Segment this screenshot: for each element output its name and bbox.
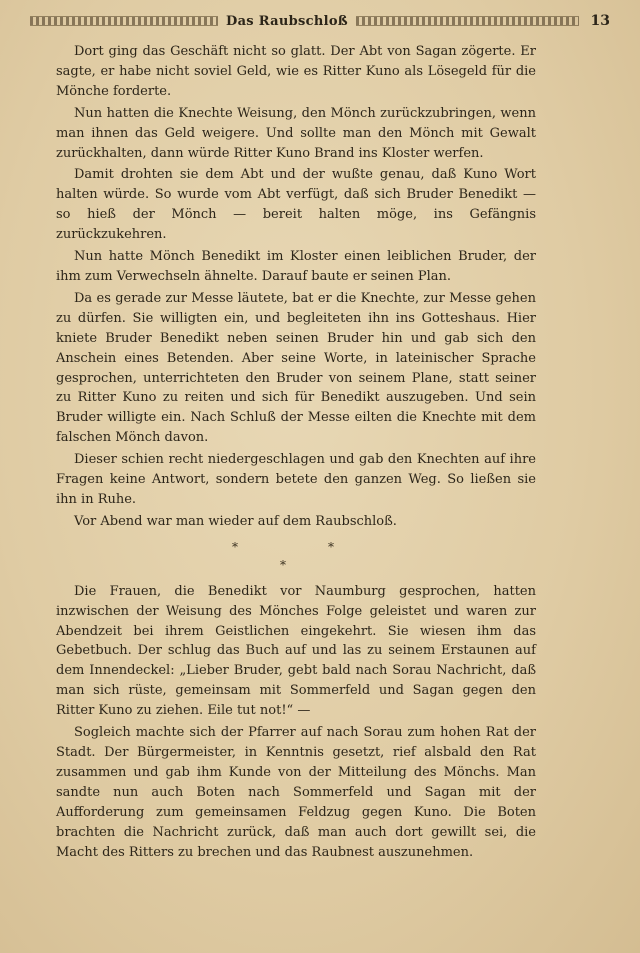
- paragraph: Nun hatten die Knechte Weisung, den Mönch zurückzubringen, wenn man ihnen das Geld weigere. Und sollte man den Mönch mit Gewalt zurückhalten, dann würde Ritter Kuno Brand ins Kloster werfen.: [56, 105, 536, 161]
- header-ornament-left: [30, 16, 218, 26]
- paragraph: Damit drohten sie dem Abt und der wußte genau, daß Kuno Wort halten würde. So wurde vom Abt verfügt, daß sich Bruder Benedikt — so hieß der Mönch — bereit halten möge, ins Gefängnis zurückzukehren.: [56, 167, 536, 243]
- paragraph: Sogleich machte sich der Pfarrer auf nach Sorau zum hohen Rat der Stadt. Der Bürgermeister, in Kenntnis gesetzt, rief alsbald den Rat zusammen und gab ihm Kunde von der Mitteilung des Mönchs. Man sandte nun auch Boten nach Sommerfeld und Sagan mit der Aufforderung zum gemeinsamen Feldzug gegen Kuno. Die Boten brachten die Nachricht zurück, daß man auch dort gewillt sei, die Macht des Ritters zu brechen und das Raubnest auszunehmen.: [56, 725, 536, 860]
- paragraph: Die Frauen, die Benedikt vor Naumburg gesprochen, hatten inzwischen der Weisung des Mönches Folge geleistet und waren zur Abendzeit bei ihrem Geistlichen eingekehrt. Sie wiesen ihm das Gebetbuch. Der schlug das Buch auf und las zu seinem Erstaunen auf dem Innendeckel: „Lieber Bruder, gebt bald nach Sorau Nachricht, daß man sich rüste, gemeinsam mit Sommerfeld und Sagan gegen den Ritter Kuno zu ziehen. Eile tut not!“ —: [56, 583, 536, 719]
- asterisk-icon: *: [232, 539, 238, 554]
- section-divider: [56, 536, 536, 576]
- paragraph: Dieser schien recht niedergeschlagen und gab den Knechten auf ihre Fragen keine Antwort, sondern betete den ganzen Weg. So ließen sie ihn in Ruhe.: [56, 452, 536, 507]
- page-number: 13: [590, 13, 610, 29]
- page-header: [30, 10, 610, 32]
- paragraph: Dort ging das Geschäft nicht so glatt. Der Abt von Sagan zögerte. Er sagte, er habe nicht soviel Geld, wie es Ritter Kuno als Lösegeld für die Mönche forderte.: [56, 44, 536, 99]
- paragraph: Da es gerade zur Messe läutete, bat er die Knechte, zur Messe gehen zu dürfen. Sie willigten ein, und begleiteten ihn ins Gotteshaus. Hier kniete Bruder Benedikt neben seinen Bruder hin und gab sich den Anschein eines Betenden. Aber seine Worte, in lateinischer Sprache gesprochen, unterrichteten den Bruder von seinem Plane, statt seiner zu Ritter Kuno zu reiten und sich für Benedikt auszugeben. Und sein Bruder willigte ein. Nach Schluß der Messe eilten die Knechte mit dem falschen Mönch davon.: [56, 290, 536, 446]
- body-text: [56, 42, 536, 864]
- paragraph: Vor Abend war man wieder auf dem Raubschloß.: [74, 513, 397, 529]
- asterisk-icon: *: [280, 557, 286, 572]
- running-title: Das Raubschloß: [226, 13, 348, 29]
- header-ornament-right: [356, 16, 579, 26]
- paragraph: Nun hatte Mönch Benedikt im Kloster einen leiblichen Bruder, der ihm zum Verwechseln ähnelte. Darauf baute er seinen Plan.: [56, 249, 536, 284]
- asterisk-icon: *: [328, 539, 334, 554]
